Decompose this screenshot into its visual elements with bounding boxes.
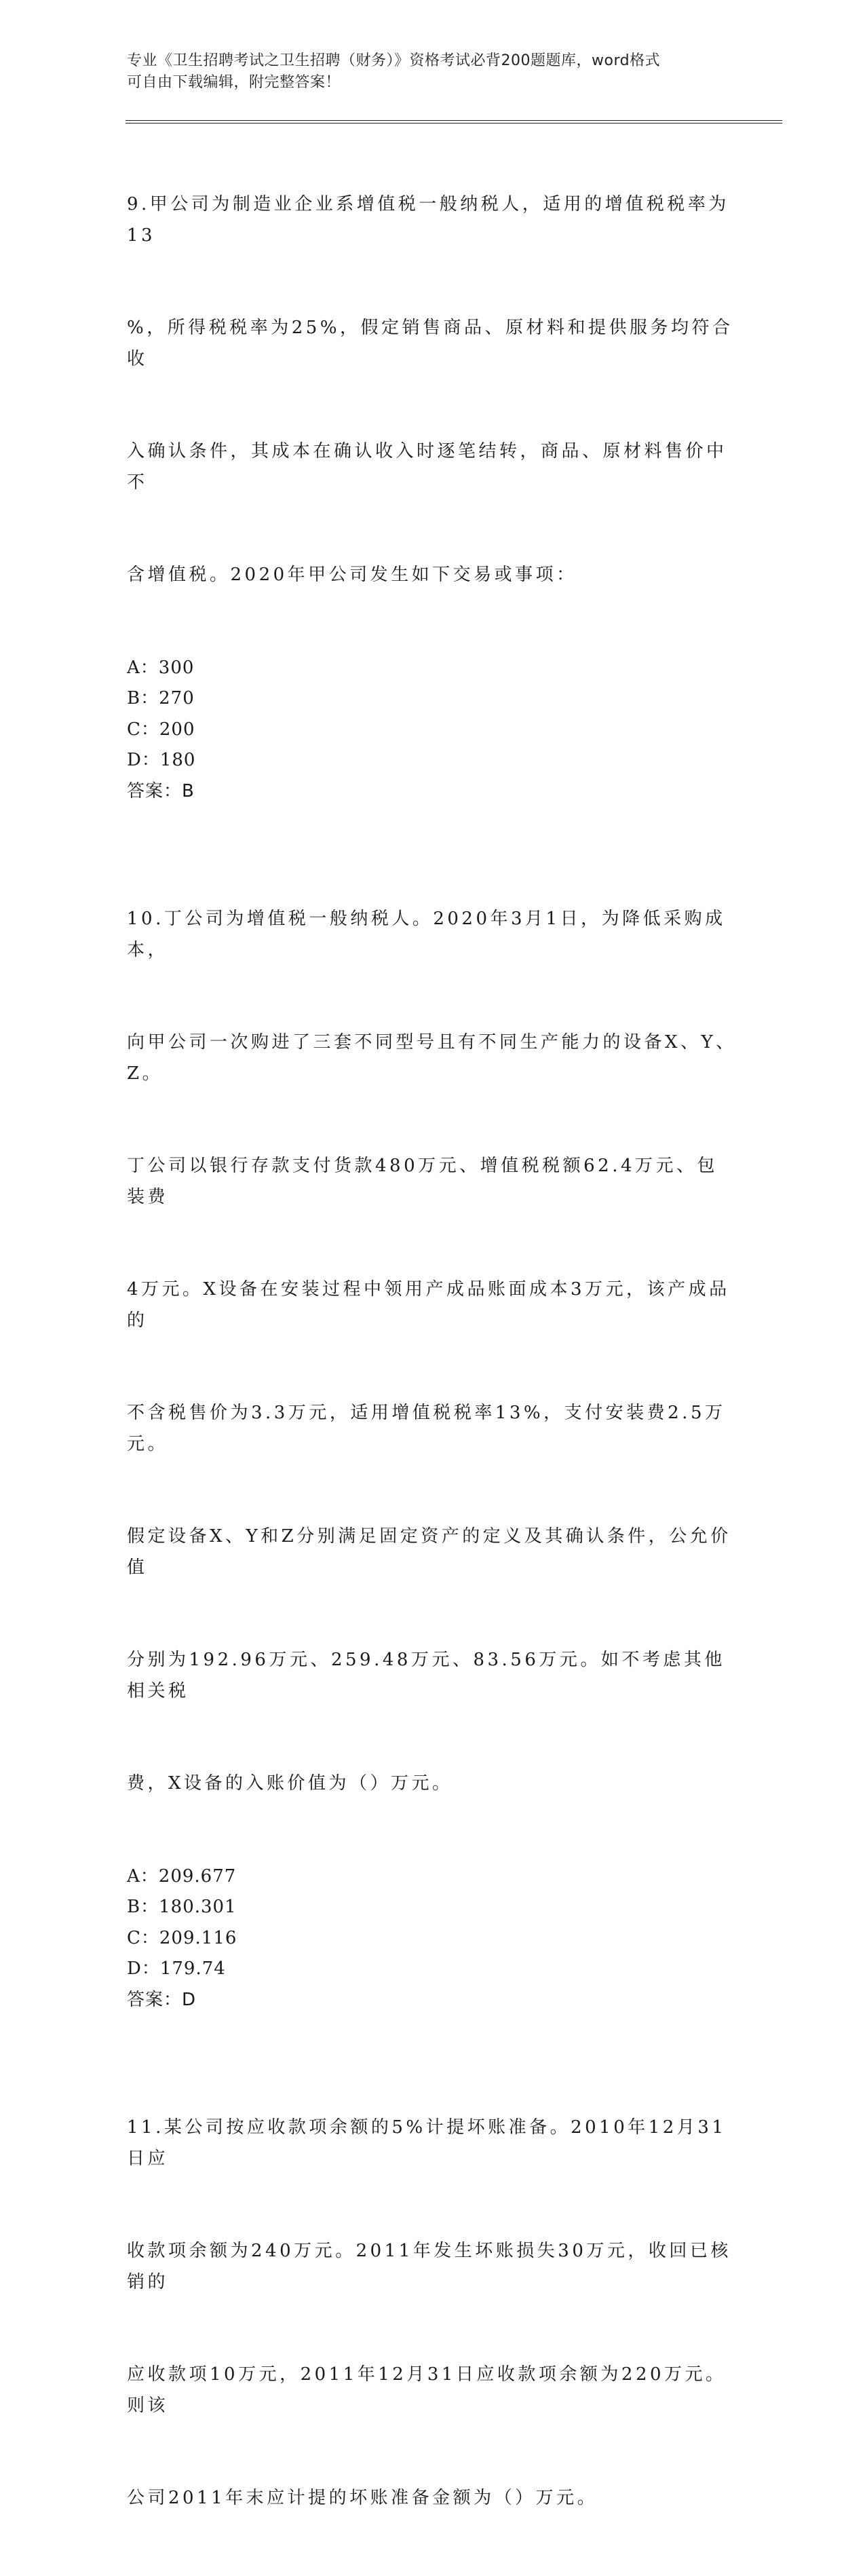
header-line-2: 可自由下载编辑，附完整答案！ [127, 74, 341, 91]
answer-line: 答案：B [127, 780, 195, 801]
stem-line: 分别为192.96万元、259.48万元、83.56万元。如不考虑其他相关税 [127, 1650, 725, 1701]
question-stem [127, 128, 737, 653]
question-11 [127, 2051, 737, 2576]
stem-line: 丁公司以银行存款支付货款480万元、增值税税额62.4万元、包装费 [127, 1156, 718, 1207]
header-rule-bottom [126, 123, 782, 124]
question-stem [127, 2051, 737, 2576]
option-b: B：270 [127, 688, 195, 708]
option-c: C：200 [127, 719, 195, 740]
stem-line: 入确认条件，其成本在确认收入时逐笔结转，商品、原材料售价中不 [127, 441, 727, 493]
header-rule-top [126, 120, 782, 121]
header-line-1: 专业《卫生招聘考试之卫生招聘（财务）》资格考试必背200题题库，word格式 [127, 52, 661, 69]
stem-line: %，所得税税率为25%，假定销售商品、原材料和提供服务均符合收 [127, 318, 733, 369]
option-d: D：179.74 [127, 1958, 226, 1979]
answer-line: 答案：D [127, 1989, 197, 2010]
question-gap [127, 2015, 737, 2051]
stem-line: 向甲公司一次购进了三套不同型号且有不同生产能力的设备X、Y、Z。 [127, 1032, 737, 1084]
stem-line: 费，X设备的入账价值为（）万元。 [127, 1773, 453, 1794]
question-10 [127, 842, 737, 2015]
stem-line: 不含税售价为3.3万元，适用增值税税率13%，支付安装费2.5万元。 [127, 1403, 726, 1454]
option-a: A：300 [127, 657, 195, 678]
stem-line: 含增值税。2020年甲公司发生如下交易或事项： [127, 565, 577, 585]
stem-line: 假定设备X、Y和Z分别满足固定资产的定义及其确认条件，公允价值 [127, 1526, 731, 1578]
option-a: A：209.677 [127, 1865, 237, 1887]
stem-line: 11.某公司按应收款项余额的5%计提坏账准备。2010年12月31日应 [127, 2117, 727, 2169]
stem-line: 4万元。X设备在安装过程中领用产成品账面成本3万元，该产成品的 [127, 1279, 730, 1331]
stem-line: 9.甲公司为制造业企业系增值税一般纳税人，适用的增值税税率为13 [127, 194, 729, 246]
question-9 [127, 128, 737, 807]
question-gap [127, 807, 737, 842]
option-c: C：209.116 [127, 1927, 237, 1948]
question-list [127, 128, 737, 2576]
option-d: D：180 [127, 750, 196, 770]
stem-line: 收款项余额为240万元。2011年发生坏账损失30万元，收回已核销的 [127, 2241, 731, 2292]
document-header [127, 50, 724, 94]
stem-line: 10.丁公司为增值税一般纳税人。2020年3月1日，为降低采购成本， [127, 909, 726, 960]
stem-line: 公司2011年末应计提的坏账准备金额为（）万元。 [127, 2488, 598, 2508]
question-stem [127, 842, 737, 1861]
stem-line: 应收款项10万元，2011年12月31日应收款项余额为220万元。则该 [127, 2364, 727, 2416]
option-b: B：180.301 [127, 1897, 237, 1917]
